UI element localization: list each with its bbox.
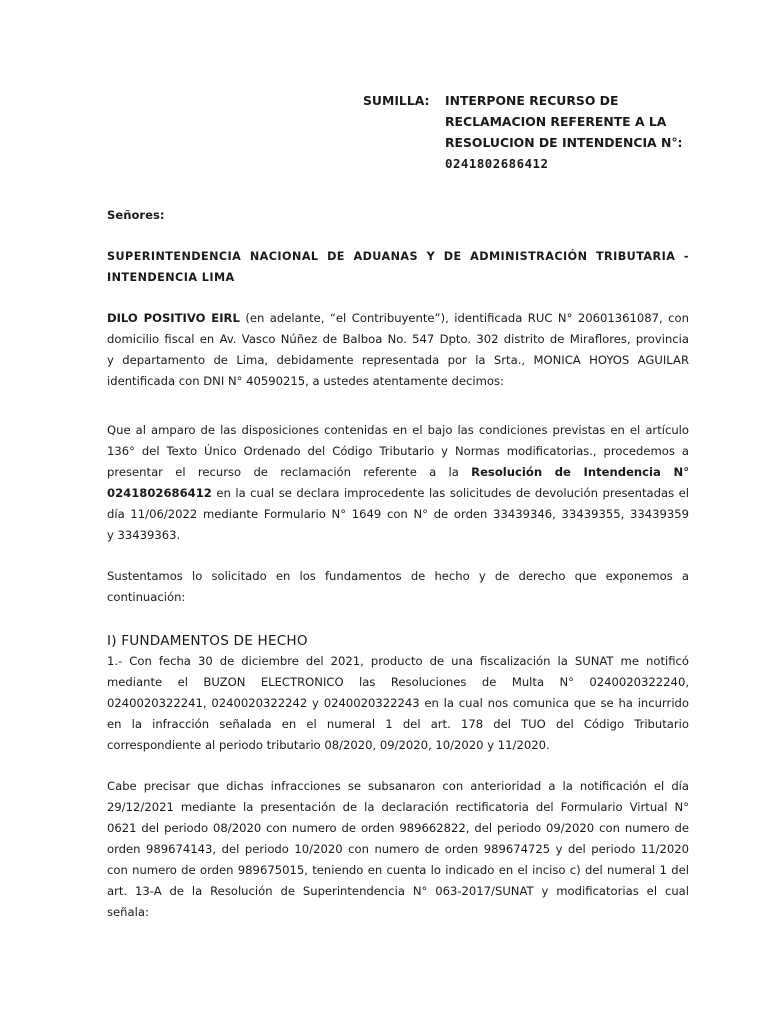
company-name: DILO POSITIVO EIRL <box>107 311 240 325</box>
paragraph-line: Que al amparo de las disposiciones contenidas en el bajo las condiciones previstas en el artículo <box>107 423 689 437</box>
sumilla-label: SUMILLA: <box>363 93 430 108</box>
addressee-entity <box>107 246 689 288</box>
sumilla-resolution-number: 0241802686412 <box>445 156 549 171</box>
paragraph-line: correspondiente al periodo tributario 08/2020, 09/2020, 10/2020 y 11/2020. <box>107 738 550 752</box>
resolution-number: 0241802686412 <box>107 486 212 500</box>
sumilla-line: INTERPONE RECURSO DE <box>445 93 619 108</box>
paragraph-line: Sustentamos lo solicitado en los fundamentos de hecho y de derecho que exponemos a <box>107 569 689 583</box>
grounds-intro-paragraph <box>107 566 689 608</box>
paragraph-line: con numero de orden 989675015, teniendo en cuenta lo indicado en el inciso c) del numeral 1 del <box>107 863 689 877</box>
sumilla-line: RESOLUCION DE INTENDENCIA N°: <box>445 135 683 150</box>
paragraph-text: (en adelante, “el Contribuyente”), identificada RUC N° 20601361087, con <box>239 311 689 325</box>
addressee-line: INTENDENCIA LIMA <box>107 271 235 284</box>
paragraph-line: 1.- Con fecha 30 de diciembre del 2021, producto de una fiscalización la SUNAT me notificó <box>107 654 689 668</box>
facts-paragraph-1 <box>107 651 689 756</box>
intro-paragraph <box>107 308 689 392</box>
resolution-reference: Resolución de Intendencia N° <box>471 465 689 479</box>
paragraph-line: 0240020322241, 0240020322242 y 0240020322243 en la cual nos comunica que se ha incurrido <box>107 696 689 710</box>
paragraph-line <box>107 308 689 329</box>
paragraph-line: continuación: <box>107 590 186 604</box>
paragraph-line: domicilio fiscal en Av. Vasco Núñez de Balboa No. 547 Dpto. 302 distrito de Miraflores, provincia <box>107 332 689 346</box>
paragraph-line: 29/12/2021 mediante la presentación de la declaración rectificatoria del Formulario Virtual N° <box>107 800 689 814</box>
paragraph-line: identificada con DNI N° 40590215, a ustedes atentamente decimos: <box>107 374 504 388</box>
sumilla-line: RECLAMACION REFERENTE A LA <box>445 114 667 129</box>
paragraph-line: día 11/06/2022 mediante Formulario N° 1649 con N° de orden 33439346, 33439355, 33439359 <box>107 507 689 521</box>
paragraph-line: y departamento de Lima, debidamente representada por la Srta., MONICA HOYOS AGUILAR <box>107 353 689 367</box>
paragraph-line: 0621 del periodo 08/2020 con numero de orden 989662822, del periodo 09/2020 con numero de <box>107 821 689 835</box>
paragraph-text: presentar el recurso de reclamación referente a la <box>107 465 472 479</box>
salutation: Señores: <box>107 208 165 222</box>
paragraph-line: mediante el BUZON ELECTRONICO las Resoluciones de Multa N° 0240020322240, <box>107 675 689 689</box>
section-heading: I) FUNDAMENTOS DE HECHO <box>107 633 308 649</box>
legal-basis-paragraph <box>107 420 689 546</box>
facts-paragraph-2 <box>107 776 689 923</box>
paragraph-line: en la infracción señalada en el numeral 1 del art. 178 del TUO del Código Tributario <box>107 717 689 731</box>
addressee-line: SUPERINTENDENCIA NACIONAL DE ADUANAS Y DE ADMINISTRACIÓN TRIBUTARIA - <box>107 250 689 263</box>
sumilla-block <box>107 90 689 171</box>
paragraph-line: 136° del Texto Único Ordenado del Código Tributario y Normas modificatorias., procedemos a <box>107 444 689 458</box>
paragraph-line: señala: <box>107 905 149 919</box>
paragraph-line: y 33439363. <box>107 528 181 542</box>
paragraph-line: Cabe precisar que dichas infracciones se subsanaron con anterioridad a la notificación el día <box>107 779 689 793</box>
document-page <box>107 90 689 923</box>
paragraph-line <box>107 483 689 504</box>
paragraph-line: art. 13-A de la Resolución de Superintendencia N° 063-2017/SUNAT y modificatorias el cual <box>107 884 689 898</box>
sumilla-text <box>445 90 685 174</box>
paragraph-line <box>107 462 689 483</box>
paragraph-text: en la cual se declara improcedente las solicitudes de devolución presentadas el <box>211 486 689 500</box>
paragraph-line: orden 989674143, del periodo 10/2020 con numero de orden 989674725 y del periodo 11/2020 <box>107 842 689 856</box>
